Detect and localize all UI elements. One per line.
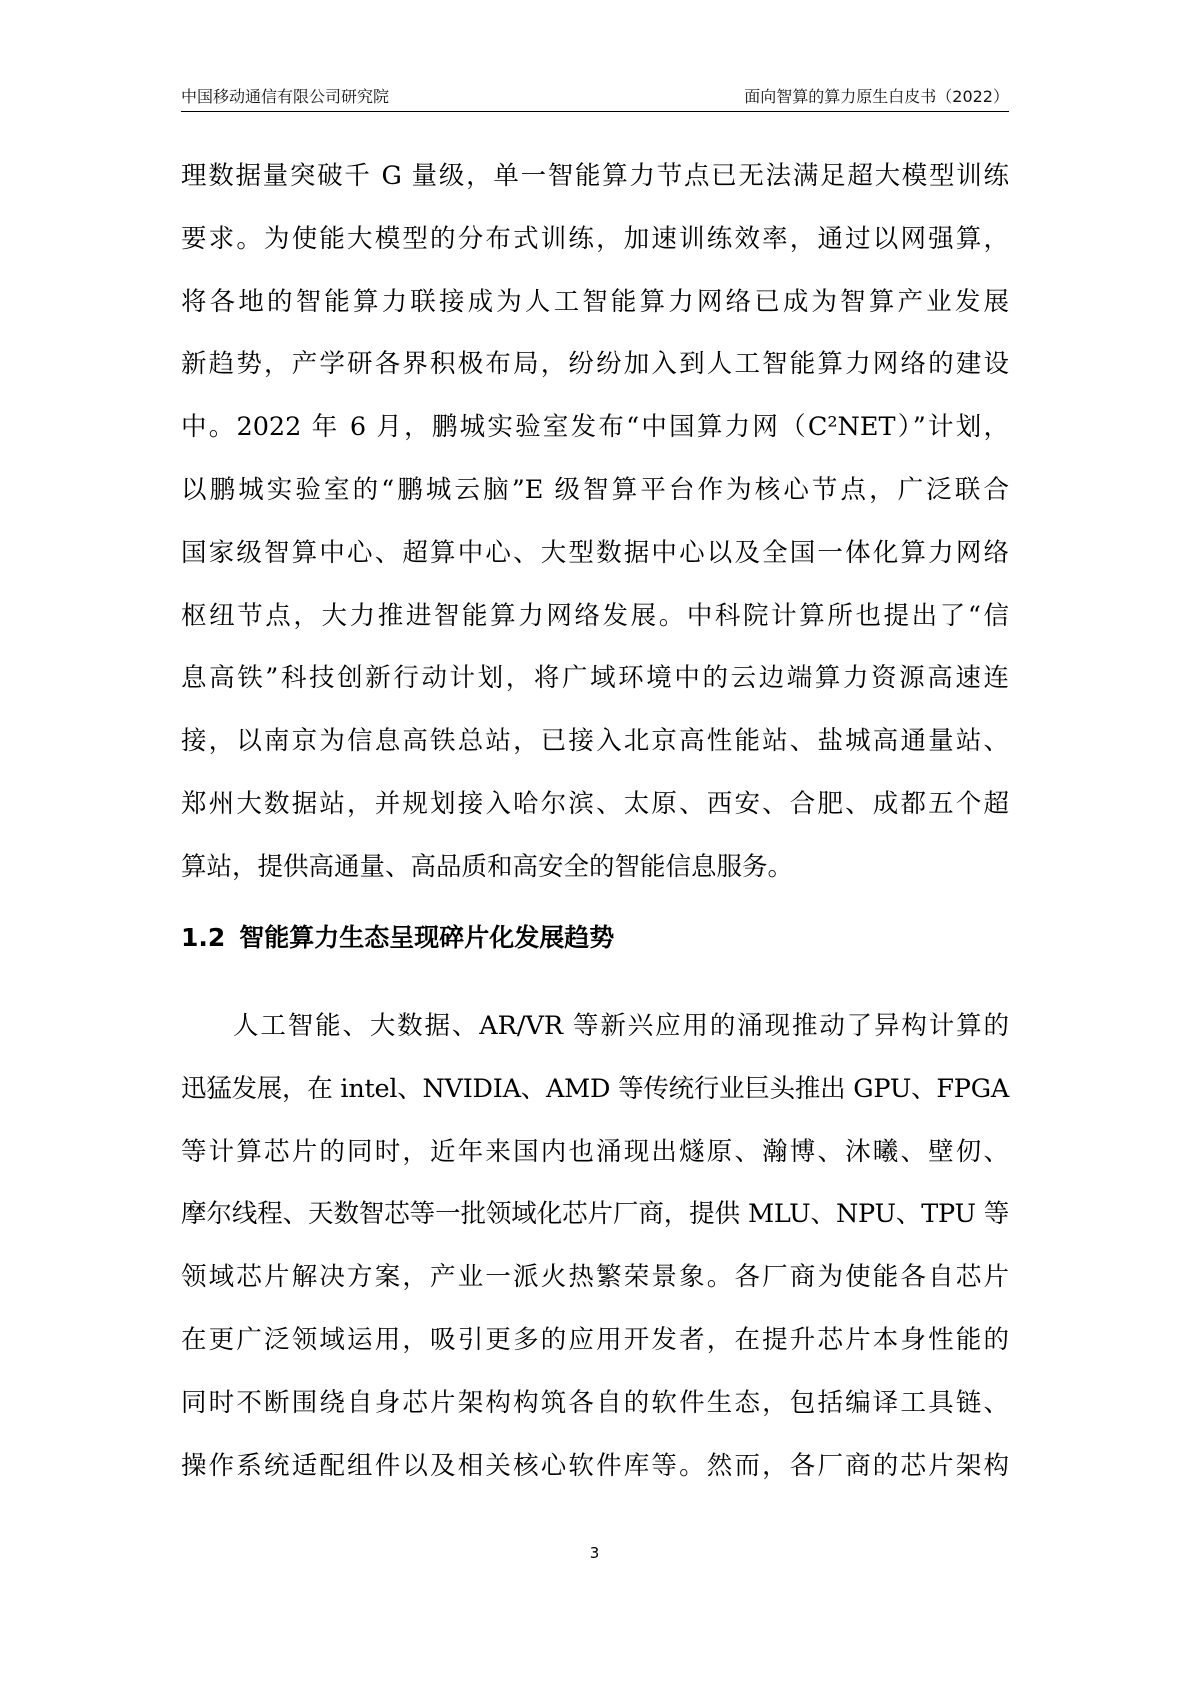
paragraph-line: 中。2022 年 6 月，鹏城实验室发布“中国算力网（C²NET）”计划， (181, 412, 1009, 443)
paragraph-line: 将各地的智能算力联接成为人工智能算力网络已成为智算产业发展 (181, 286, 1009, 317)
page-number: 3 (589, 1544, 600, 1562)
paragraph-line: 以鹏城实验室的“鹏城云脑”E 级智算平台作为核心节点，广泛联合 (181, 474, 1009, 505)
paragraph-line: 同时不断围绕自身芯片架构构筑各自的软件生态，包括编译工具链、 (181, 1387, 1009, 1418)
paragraph-line: 息高铁”科技创新行动计划，将广域环境中的云边端算力资源高速连 (181, 663, 1009, 694)
paragraph-line: 理数据量突破千 G 量级，单一智能算力节点已无法满足超大模型训练 (181, 161, 1009, 191)
paragraph-line: 等计算芯片的同时，近年来国内也涌现出燧原、瀚博、沐曦、壁仞、 (181, 1136, 1009, 1167)
header-document-title: 面向智算的算力原生白皮书（2022） (744, 87, 1009, 106)
paragraph-line: 人工智能、大数据、AR/VR 等新兴应用的涌现推动了异构计算的 (233, 1011, 1009, 1041)
paragraph-line: 在更广泛领域运用，吸引更多的应用开发者，在提升芯片本身性能的 (181, 1324, 1009, 1355)
paragraph-line: 新趋势，产学研各界积极布局，纷纷加入到人工智能算力网络的建设 (181, 349, 1009, 380)
paragraph-chip-ecosystem (181, 995, 1009, 1497)
header-organization: 中国移动通信有限公司研究院 (181, 87, 390, 106)
paragraph-line: 枢纽节点，大力推进智能算力网络发展。中科院计算所也提出了“信 (181, 600, 1009, 631)
paragraph-line: 摩尔线程、天数智芯等一批领域化芯片厂商，提供 MLU、NPU、TPU 等 (181, 1199, 1009, 1230)
paragraph-computing-network (181, 145, 1009, 899)
paragraph-line: 郑州大数据站，并规划接入哈尔滨、太原、西安、合肥、成都五个超 (181, 788, 1009, 819)
paragraph-line: 领域芯片解决方案，产业一派火热繁荣景象。各厂商为使能各自芯片 (181, 1262, 1009, 1293)
section-title: 智能算力生态呈现碎片化发展趋势 (239, 923, 615, 952)
paragraph-line: 算站，提供高通量、高品质和高安全的智能信息服务。 (181, 851, 794, 882)
header-divider (181, 111, 1009, 112)
section-heading (181, 918, 1009, 958)
paragraph-line: 迅猛发展，在 intel、NVIDIA、AMD 等传统行业巨头推出 GPU、FPGA (181, 1073, 1009, 1104)
paragraph-line: 要求。为使能大模型的分布式训练，加速训练效率，通过以网强算， (181, 223, 1009, 254)
section-number: 1.2 (181, 923, 226, 952)
paragraph-line: 操作系统适配组件以及相关核心软件库等。然而，各厂商的芯片架构 (181, 1450, 1009, 1481)
paragraph-line: 接，以南京为信息高铁总站，已接入北京高性能站、盐城高通量站、 (181, 726, 1009, 757)
paragraph-line: 国家级智算中心、超算中心、大型数据中心以及全国一体化算力网络 (181, 537, 1009, 568)
page-header (181, 84, 1009, 110)
